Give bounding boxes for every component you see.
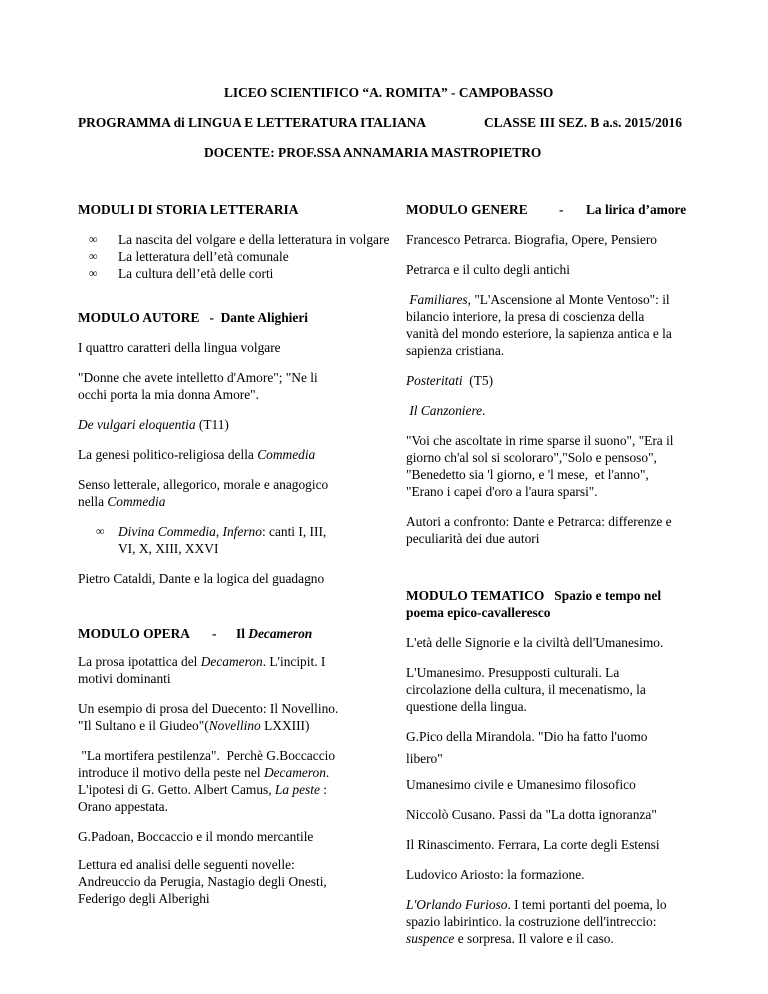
work-title: Decameron	[263, 765, 326, 780]
text-span: (T5)	[462, 373, 494, 388]
paragraph: Lettura ed analisi delle seguenti novelle:	[78, 857, 295, 872]
work-title: Il Canzoniere	[406, 403, 483, 418]
paragraph	[406, 930, 614, 947]
paragraph: motivi dominanti	[78, 671, 171, 686]
autore-heading-label: MODULO AUTORE -	[78, 310, 221, 325]
text-span: .	[325, 765, 330, 780]
storia-heading: MODULI DI STORIA LETTERARIA	[78, 202, 299, 217]
text-span: Il	[236, 626, 249, 641]
opera-heading	[78, 625, 190, 642]
paragraph: G.Padoan, Boccaccio e il mondo mercantile	[78, 829, 314, 844]
paragraph: Orano appestata.	[78, 799, 168, 814]
work-title: Decameron	[248, 626, 313, 641]
text-span: nella	[78, 494, 108, 509]
text-span: e sorpresa. Il valore e il caso.	[454, 931, 614, 946]
bullet-icon: ∞	[96, 524, 105, 538]
text-span: . I temi portanti del poema, lo	[507, 897, 667, 912]
paragraph: circolazione della cultura, il mecenatismo, la	[406, 682, 646, 697]
classe-label: CLASSE III SEZ. B a.s. 2015/2016	[484, 115, 682, 130]
paragraph: questione della lingua.	[406, 699, 527, 714]
bullet-icon: ∞	[89, 232, 98, 246]
text-span: L'ipotesi di G. Getto. Albert Camus	[78, 782, 269, 797]
text-span: (T11)	[195, 417, 229, 432]
text-span: La prosa ipotattica del	[78, 654, 201, 669]
work-title: Novellino	[208, 718, 261, 733]
paragraph: L'età delle Signorie e la civiltà dell'Umanesimo.	[406, 635, 664, 650]
work-title: suspence	[406, 931, 455, 946]
paragraph: Autori a confronto: Dante e Petrarca: differenze e	[406, 514, 672, 529]
paragraph: Francesco Petrarca. Biografia, Opere, Pensiero	[406, 232, 657, 247]
work-title: Commedia	[257, 447, 316, 462]
paragraph	[78, 781, 327, 798]
paragraph: Un esempio di prosa del Duecento: Il Novellino.	[78, 701, 339, 716]
programma-title: PROGRAMMA di LINGUA E LETTERATURA ITALIANA	[78, 115, 427, 130]
opera-heading-label: MODULO OPERA	[78, 626, 190, 641]
bullet-icon: ∞	[89, 266, 98, 280]
paragraph: G.Pico della Mirandola. "Dio ha fatto l'uomo	[406, 729, 648, 744]
genere-heading-title: La lirica d’amore	[586, 202, 687, 217]
paragraph: giorno ch'al sol si scoloraro","Solo e pensoso",	[406, 450, 657, 465]
paragraph: Petrarca e il culto degli antichi	[406, 262, 570, 277]
paragraph: Niccolò Cusano. Passi da "La dotta ignoranza"	[406, 807, 657, 822]
paragraph	[78, 764, 329, 781]
paragraph: Il Rinascimento. Ferrara, La corte degli Estensi	[406, 837, 660, 852]
tematico-heading-2: poema epico-cavalleresco	[406, 605, 551, 620]
tematico-heading: MODULO TEMATICO Spazio e tempo nel	[406, 588, 662, 603]
genere-dash: -	[559, 202, 564, 217]
paragraph: "Erano i capei d'oro a l'aura sparsi".	[406, 484, 598, 499]
paragraph: Andreuccio da Perugia, Nastagio degli Onesti,	[78, 874, 327, 889]
docente-label: DOCENTE: PROF.SSA ANNAMARIA MASTROPIETRO	[204, 145, 542, 160]
paragraph: Ludovico Ariosto: la formazione.	[406, 867, 585, 882]
work-title: Decameron	[200, 654, 263, 669]
genere-heading: MODULO GENERE	[406, 202, 528, 217]
text-span: , "L'Ascensione al Monte Ventoso": il	[467, 292, 670, 307]
text-span: : canti I, III,	[261, 524, 327, 539]
work-title: Posteritati	[406, 373, 463, 388]
paragraph	[78, 717, 309, 734]
autore-heading-name: Dante Alighieri	[220, 310, 309, 325]
paragraph: "Voi che ascoltate in rime sparse il suono", "Era il	[406, 433, 674, 448]
text-span: "Il Sultano e il Giudeo"(	[78, 718, 209, 733]
paragraph	[406, 896, 667, 913]
paragraph: bilancio interiore, la presa di coscienza della	[406, 309, 645, 324]
text-span: LXXIII)	[260, 718, 310, 733]
text-span: La genesi politico-religiosa della	[78, 447, 258, 462]
paragraph	[78, 493, 165, 510]
text-span: . L'incipit. I	[262, 654, 326, 669]
storia-item: La cultura dell’età delle corti	[118, 266, 274, 281]
paragraph: spazio labirintico. la costruzione dell'intreccio:	[406, 914, 657, 929]
opera-dash: -	[212, 626, 217, 641]
work-title: L'Orlando Furioso	[406, 897, 508, 912]
paragraph: "Donne che avete intelletto d'Amore"; "Ne li	[78, 370, 318, 385]
paragraph: L'Umanesimo. Presupposti culturali. La	[406, 665, 620, 680]
autore-heading	[78, 309, 308, 326]
storia-item: La letteratura dell’età comunale	[118, 249, 289, 264]
text-span: .	[482, 403, 486, 418]
paragraph: peculiarità dei due autori	[406, 531, 540, 546]
work-title: Familiares	[406, 292, 468, 307]
text-span: :	[319, 782, 328, 797]
work-title: Divina Commedia, Inferno	[118, 524, 262, 539]
paragraph	[406, 372, 493, 389]
paragraph	[78, 416, 229, 433]
paragraph	[78, 446, 315, 463]
paragraph	[118, 523, 326, 540]
text-span: introduce il motivo della peste nel	[78, 765, 264, 780]
paragraph: Federigo degli Alberighi	[78, 891, 210, 906]
paragraph: occhi porta la mia donna Amore".	[78, 387, 259, 402]
school-title: LICEO SCIENTIFICO “A. ROMITA” - CAMPOBASSO	[224, 85, 554, 100]
opera-heading-title	[236, 625, 312, 642]
paragraph	[78, 653, 325, 670]
paragraph	[406, 402, 485, 419]
storia-item: La nascita del volgare e della letteratura in volgare	[118, 232, 390, 247]
paragraph: sapienza cristiana.	[406, 343, 505, 358]
paragraph: Senso letterale, allegorico, morale e anagogico	[78, 477, 329, 492]
paragraph: Pietro Cataldi, Dante e la logica del guadagno	[78, 571, 325, 586]
paragraph: VI, X, XIII, XXVI	[118, 541, 219, 556]
work-title: De vulgari eloquentia	[78, 417, 196, 432]
work-title: Commedia	[107, 494, 166, 509]
paragraph: libero"	[406, 751, 443, 766]
paragraph: "Benedetto sia 'l giorno, e 'l mese, et l'anno",	[406, 467, 649, 482]
paragraph: "La mortifera pestilenza". Perchè G.Boccaccio	[78, 748, 336, 763]
work-title: , La peste	[268, 782, 320, 797]
paragraph	[406, 291, 670, 308]
paragraph: vanità del mondo esteriore, la sapienza antica e la	[406, 326, 672, 341]
paragraph: Umanesimo civile e Umanesimo filosofico	[406, 777, 636, 792]
paragraph: I quattro caratteri della lingua volgare	[78, 340, 281, 355]
bullet-icon: ∞	[89, 249, 98, 263]
